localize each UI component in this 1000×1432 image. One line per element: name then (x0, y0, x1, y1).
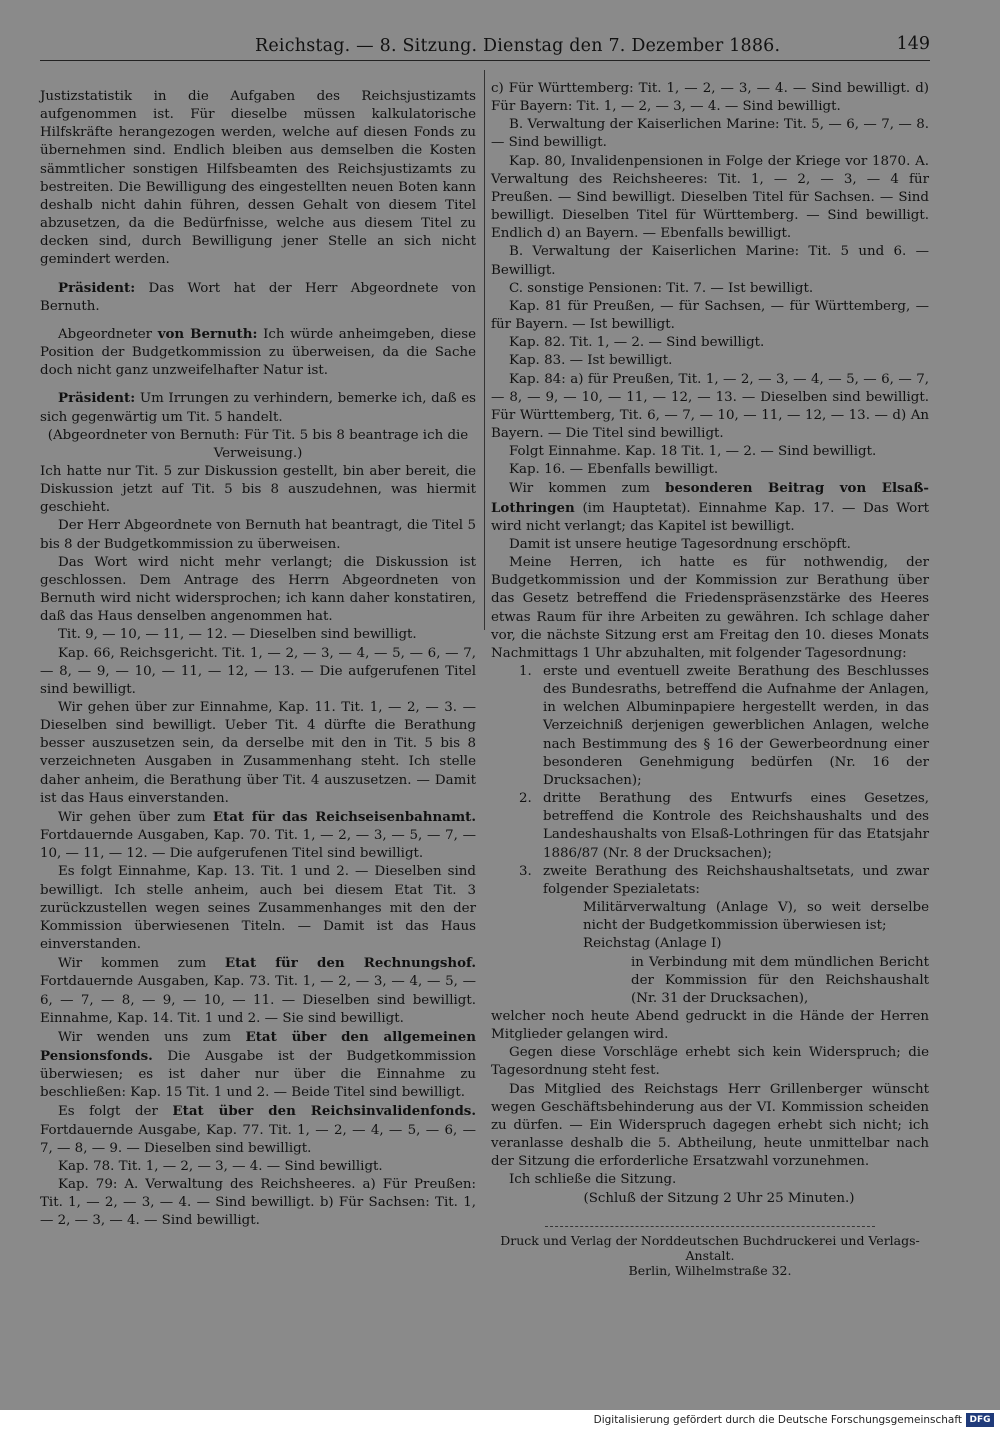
speaker-label: Präsident: (58, 390, 136, 407)
section-heading: Etat über den Reichsinvalidenfonds. (172, 1103, 477, 1120)
paragraph: B. Verwaltung der Kaiserlichen Marine: Tit. 5 und 6. — Bewilligt. (491, 244, 929, 278)
imprint-line: Berlin, Wilhelmstraße 32. (628, 1262, 792, 1278)
paragraph: Es folgt der Etat über den Reichsinvalidenfonds. Fortdauernde Ausgabe, Kap. 77. Tit. 1, — 2, — 4, — 5, — 6, — 7, — 8, — 9. — Dieselben sind bewilligt. (40, 1103, 477, 1156)
section-heading: Etat für das Reichseisenbahnamt. (212, 808, 476, 825)
paragraph: Folgt Einnahme. Kap. 18 Tit. 1, — 2. — Sind bewilligt. (509, 444, 877, 460)
paragraph: Präsident: Das Wort hat der Herr Abgeordnete von Bernuth. (40, 279, 476, 314)
paragraph: Kap. 83. — Ist bewilligt. (509, 353, 673, 369)
paragraph: Kap. 82. Tit. 1, — 2. — Sind bewilligt. (509, 335, 765, 351)
paragraph: Wir wenden uns zum Etat über den allgemeinen Pensionsfonds. Die Ausgabe ist der Budgetkommission überwiesen; es ist daher nur über die Einnahme zu beschließen: Kap. 15 Tit. 1 und 2. — Beide Titel sind bewilligt. (40, 1028, 476, 1101)
paragraph: Wir gehen über zum Etat für das Reichseisenbahnamt. Fortdauernde Ausgaben, Kap. 70. Tit. 1, — 2, — 3, — 5, — 7, — 10, — 11, — 12. — Die aufgerufenen Titel sind bewilligt. (40, 808, 476, 862)
paragraph: Wir kommen zum Etat für den Rechnungshof. Fortdauernde Ausgaben, Kap. 73. Tit. 1, — 2, — 3, — 4, — 5, — 6, — 7, — 8, — 9, — 10, — 11. — Dieselben sind bewilligt. Einnahme, Kap. 14. Tit. 1 und 2. — Sie sind bewilligt. (40, 955, 476, 1026)
paragraph: Kap. 78. Tit. 1, — 2, — 3, — 4. — Sind bewilligt. (58, 1158, 383, 1174)
agenda-list (491, 663, 929, 899)
paragraph: Präsident: Um Irrungen zu verhindern, bemerke ich, daß es sich gegenwärtig um Tit. 5 handelt. (40, 390, 476, 425)
paragraph: Es folgt Einnahme, Kap. 13. Tit. 1 und 2. — Dieselben sind bewilligt. Ich stelle anheim, auch bei diesem Etat Tit. 3 zurückzustellen wegen seines Zusammenhanges mit den der Kommission überwiesenen Titeln. — Damit ist das Haus einverstanden. (40, 864, 476, 953)
running-title: Reichstag. — 8. Sitzung. Dienstag den 7. Dezember 1886. (255, 36, 781, 56)
paragraph: Tit. 9, — 10, — 11, — 12. — Dieselben sind bewilligt. (58, 627, 417, 643)
interjection: (Abgeordneter von Bernuth: Für Tit. 5 bis 8 beantrage ich die Verweisung.) (47, 427, 469, 461)
paragraph: Gegen diese Vorschläge erhebt sich kein Widerspruch; die Tagesordnung steht fest. (491, 1045, 929, 1079)
agenda-subitem: Militärverwaltung (Anlage V), so weit derselbe nicht der Budgetkommission überwiesen ist; (583, 900, 929, 934)
paragraph: c) Für Württemberg: Tit. 1, — 2, — 3, — 4. — Sind bewilligt. d) Für Bayern: Tit. 1, — 2, — 3, — 4. — Sind bewilligt. (491, 81, 929, 115)
paragraph: Kap. 80, Invalidenpensionen in Folge der Kriege vor 1870. A. Verwaltung des Reichsheeres: Tit. 1, — 2, — 3, — 4 für Preußen. — Sind bewilligt. Dieselben Titel für Sachsen. — Sind bewilligt. Dieselben Titel für Württemberg. — Sind bewilligt. Endlich d) an Bayern. — Ebenfalls bewilligt. (491, 153, 929, 242)
imprint-line: Druck und Verlag der Norddeutschen Buchdruckerei und Verlags-Anstalt. (500, 1232, 920, 1263)
section-heading: besonderen Beitrag von Elsaß-Lothringen (491, 480, 929, 516)
session-close: (Schluß der Sitzung 2 Uhr 25 Minuten.) (583, 1190, 855, 1206)
funding-credit: Digitalisierung gefördert durch die Deutsche Forschungsgemeinschaft (593, 1414, 962, 1426)
page-header (40, 34, 930, 64)
list-item: 1. erste und eventuell zweite Berathung des Beschlusses des Bundesraths, betreffend die Aufnahme der Anlagen, in welchen Albuminpapiere hergestellt werden, in das Verzeichniß derjenigen gewerblichen Anlagen, welche nach Bestimmung des § 16 der Gewerbeordnung einer besonderen Genehmigung bedürfen (Nr. 16 der Drucksachen); (519, 664, 929, 788)
paragraph: Wir kommen zum besonderen Beitrag von Elsaß-Lothringen (im Hauptetat). Einnahme Kap. 17. — Das Wort wird nicht verlangt; das Kapitel ist bewilligt. (491, 480, 929, 534)
right-column (491, 80, 929, 1278)
paragraph: Meine Herren, ich hatte es für nothwendig, der Budgetkommission und der Kommission zur Berathung über das Gesetz betreffend die Friedenspräsenzstärke des Heeres etwas Raum für ihre Arbeiten zu gewähren. Ich schlage daher vor, die nächste Sitzung erst am Freitag den 10. dieses Monats Nachmittags 1 Uhr abzuhalten, mit folgender Tagesordnung: (491, 555, 929, 661)
section-heading: Etat für den Rechnungshof. (224, 955, 476, 972)
page-number: 149 (896, 34, 930, 54)
paragraph: Kap. 66, Reichsgericht. Tit. 1, — 2, — 3, — 4, — 5, — 6, — 7, — 8, — 9, — 10, — 11, — 12, — 13. — Die aufgerufenen Titel sind bewilligt. (40, 645, 476, 697)
agenda-subitem: in Verbindung mit dem mündlichen Bericht der Kommission für den Reichshaushalt (Nr. 31 der Drucksachen), (631, 954, 929, 1006)
paragraph: Ich schließe die Sitzung. (509, 1172, 677, 1188)
speaker-label: von Bernuth: (157, 325, 258, 342)
imprint (491, 1233, 929, 1278)
left-column (40, 88, 476, 1231)
dfg-logo: DFG (966, 1413, 994, 1427)
paragraph: Kap. 79: A. Verwaltung des Reichsheeres. a) Für Preußen: Tit. 1, — 2, — 3, — 4. — Sind bewilligt. b) Für Sachsen: Tit. 1, — 2, — 3, — 4. — Sind bewilligt. (40, 1177, 476, 1229)
paragraph: Das Wort wird nicht mehr verlangt; die Diskussion ist geschlossen. Dem Antrage des Herrn Abgeordneten von Bernuth wird nicht widersprochen; ich kann daher konstatiren, daß das Haus denselben angenommen hat. (40, 554, 476, 625)
paragraph: C. sonstige Pensionen: Tit. 7. — Ist bewilligt. (509, 280, 814, 296)
paragraph: Kap. 84: a) für Preußen, Tit. 1, — 2, — 3, — 4, — 5, — 6, — 7, — 8, — 9, — 10, — 11, — 12, — 13. — Dieselben sind bewilligt. Für Württemberg, Tit. 6, — 7, — 10, — 11, — 12, — 13. — d) An Bayern. — Die Titel sind bewilligt. (491, 371, 929, 441)
list-item: 3. zweite Berathung des Reichshaushaltsetats, und zwar folgender Spezialetats: (519, 863, 929, 897)
list-item: 2. dritte Berathung des Entwurfs eines Gesetzes, betreffend die Kontrole des Reichshaushalts und des Landeshaushalts von Elsaß-Lothringen für das Etatsjahr 1886/87 (Nr. 8 der Drucksachen); (519, 791, 929, 861)
agenda-subitem: Reichstag (Anlage I) (583, 936, 722, 952)
header-rule (40, 60, 930, 61)
speaker-label: Präsident: (58, 279, 136, 296)
paragraph: Abgeordneter von Bernuth: Ich würde anheimgeben, diese Position der Budgetkommission zu überweisen, da die Sache doch nicht ganz unzweifelhafter Natur ist. (40, 325, 476, 379)
footer (0, 1410, 1000, 1432)
paragraph: Der Herr Abgeordnete von Bernuth hat beantragt, die Titel 5 bis 8 der Budgetkommission zu überweisen. (40, 518, 476, 552)
section-heading: Etat über den allgemeinen Pensionsfonds. (40, 1028, 476, 1064)
imprint-rule (545, 1226, 875, 1227)
paragraph: Kap. 16. — Ebenfalls bewilligt. (509, 462, 719, 478)
paragraph: B. Verwaltung der Kaiserlichen Marine: Tit. 5, — 6, — 7, — 8. — Sind bewilligt. (491, 117, 929, 151)
paragraph: Justizstatistik in die Aufgaben des Reichsjustizamts aufgenommen ist. Für dieselbe müssen kalkulatorische Hilfskräfte herangezogen werden, welche auf diesen Fonds zu übernehmen sind. Endlich bleiben aus demselben die Kosten sämmtlicher sonstigen Hilfsbeamten des Reichsjustizamts zu bestreiten. Die Bewilligung des eingestellten neuen Boten kann deshalb nicht dahin führen, dessen Gehalt von diesem Titel abzusetzen, da die Bedürfnisse, welche aus diesem Titel zu decken sind, durch Bewilligung jener Stelle an sich nicht gemindert werden. (40, 89, 476, 268)
column-divider (484, 70, 485, 630)
paragraph: Wir gehen über zur Einnahme, Kap. 11. Tit. 1, — 2, — 3. — Dieselben sind bewilligt. Ueber Tit. 4 dürfte die Berathung besser auszusetzen sein, da derselbe mit den in Tit. 5 bis 8 verzeichneten Ausgaben in Zusammenhang steht. Ich stelle daher anheim, die Berathung über Tit. 4 auszusetzen. — Damit ist das Haus einverstanden. (40, 700, 476, 806)
paragraph: Das Mitglied des Reichstags Herr Grillenberger wünscht wegen Geschäftsbehinderung aus der VI. Kommission scheiden zu dürfen. — Ein Widerspruch dagegen erhebt sich nicht; ich veranlasse deshalb die 5. Abtheilung, heute unmittelbar nach der Sitzung die erforderliche Ersatzwahl vorzunehmen. (491, 1081, 929, 1170)
paragraph: Damit ist unsere heutige Tagesordnung erschöpft. (509, 536, 851, 552)
paragraph: Ich hatte nur Tit. 5 zur Diskussion gestellt, bin aber bereit, die Diskussion jetzt auf Tit. 5 bis 8 auszudehnen, was hiermit geschieht. (40, 463, 476, 516)
paragraph: Kap. 81 für Preußen, — für Sachsen, — für Württemberg, — für Bayern. — Ist bewilligt. (491, 298, 929, 333)
paragraph: welcher noch heute Abend gedruckt in die Hände der Herren Mitglieder gelangen wird. (491, 1008, 929, 1043)
